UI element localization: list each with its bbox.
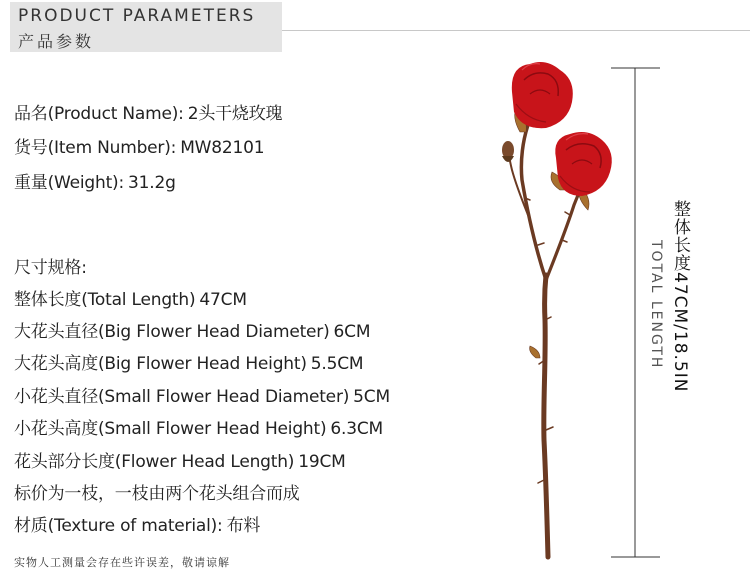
- spec-value: MW82101: [180, 138, 265, 158]
- spec-value: 2头干烧玫瑰: [187, 104, 283, 124]
- spec-value: 6.3CM: [330, 419, 383, 439]
- spec-value: 布料: [226, 516, 261, 536]
- spec-label: 重量(Weight):: [14, 173, 125, 193]
- header-title-cn: 产品参数: [18, 32, 95, 51]
- dimension-label-cn: 整体长度47CM/18.5IN: [670, 200, 690, 393]
- header-title-en: PRODUCT PARAMETERS: [18, 6, 256, 26]
- spec-label: 大花头高度(Big Flower Head Height): [14, 354, 307, 374]
- measurement-disclaimer: 实物人工测量会存在些许误差，敬请谅解: [14, 556, 230, 569]
- rose-head-large: [512, 62, 573, 128]
- spec-label: 货号(Item Number):: [14, 138, 177, 158]
- spec-label: 小花头高度(Small Flower Head Height): [14, 419, 327, 439]
- spec-label: 品名(Product Name):: [14, 104, 184, 124]
- spec-value: 5CM: [353, 387, 390, 407]
- spec-label: 整体长度(Total Length): [14, 290, 196, 310]
- spec-label: 大花头直径(Big Flower Head Diameter): [14, 322, 330, 342]
- spec-label: 尺寸规格:: [14, 258, 87, 278]
- spec-label: 花头部分长度(Flower Head Length): [14, 452, 295, 472]
- spec-label: 材质(Texture of material):: [14, 516, 223, 536]
- rose-head-small: [555, 132, 612, 196]
- spec-value: 6CM: [333, 322, 371, 342]
- spec-label: 小花头直径(Small Flower Head Diameter): [14, 387, 350, 407]
- dimension-label-en: TOTAL LENGTH: [648, 240, 664, 370]
- rose-bud: [502, 141, 514, 162]
- spec-value: 5.5CM: [310, 354, 364, 374]
- spec-value: 47CM: [199, 290, 247, 310]
- spec-label: 标价为一枝，一枝由两个花头组合而成: [14, 484, 300, 504]
- spec-value: 19CM: [298, 452, 346, 472]
- spec-value: 31.2g: [128, 173, 176, 193]
